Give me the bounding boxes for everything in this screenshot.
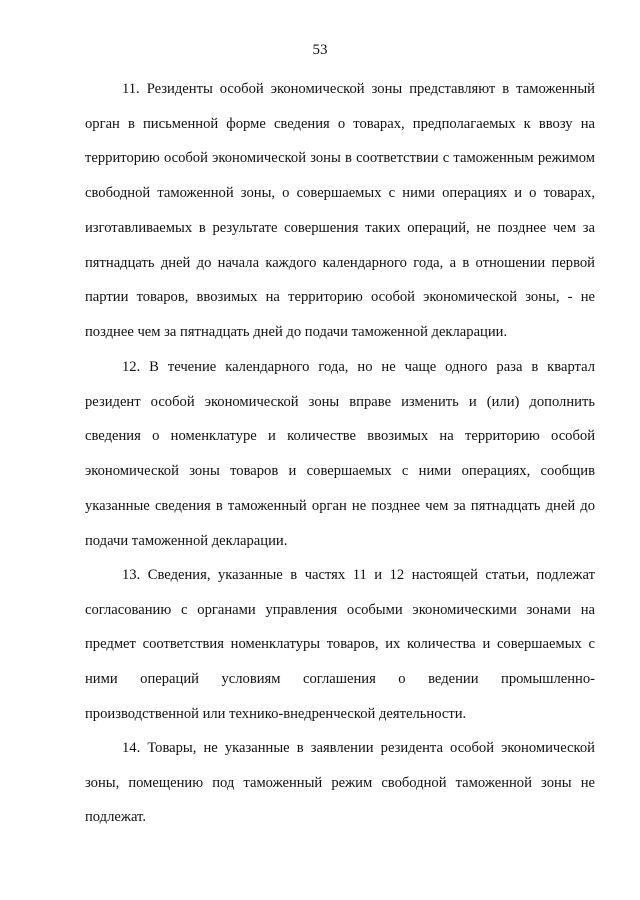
paragraph-14: 14. Товары, не указанные в заявлении резидента особой экономической зоны, помещению под таможенный режим свободной таможенной зоны не подлежат. bbox=[85, 740, 595, 826]
page-number: 53 bbox=[312, 42, 328, 58]
paragraph-13: 13. Сведения, указанные в частях 11 и 12 настоящей статьи, подлежат согласованию с органами управления особыми экономическими зонами на предмет соответствия номенклатуры товаров, их количества и совершаемых с ними операций условиям соглашения о ведении промышленно-производственной или технико-внедренческой деятельности. bbox=[85, 567, 595, 722]
paragraph-12: 12. В течение календарного года, но не чаще одного раза в квартал резидент особой экономической зоны вправе изменить и (или) дополнить сведения о номенклатуре и количестве ввозимых на территорию особой экономической зоны товаров и совершаемых с ними операциях, сообщив указанные сведения в таможенный орган не позднее чем за пятнадцать дней до подачи таможенной декларации. bbox=[85, 359, 595, 549]
paragraph-11: 11. Резиденты особой экономической зоны представляют в таможенный орган в письменной форме сведения о товарах, предполагаемых к ввозу на территорию особой экономической зоны в соответствии с таможенным режимом свободной таможенной зоны, о совершаемых с ними операциях и о товарах, изготавливаемых в результате совершения таких операций, не позднее чем за пятнадцать дней до начала каждого календарного года, а в отношении первой партии товаров, ввозимых на территорию особой экономической зоны, - не позднее чем за пятнадцать дней до подачи таможенной декларации. bbox=[85, 81, 595, 340]
